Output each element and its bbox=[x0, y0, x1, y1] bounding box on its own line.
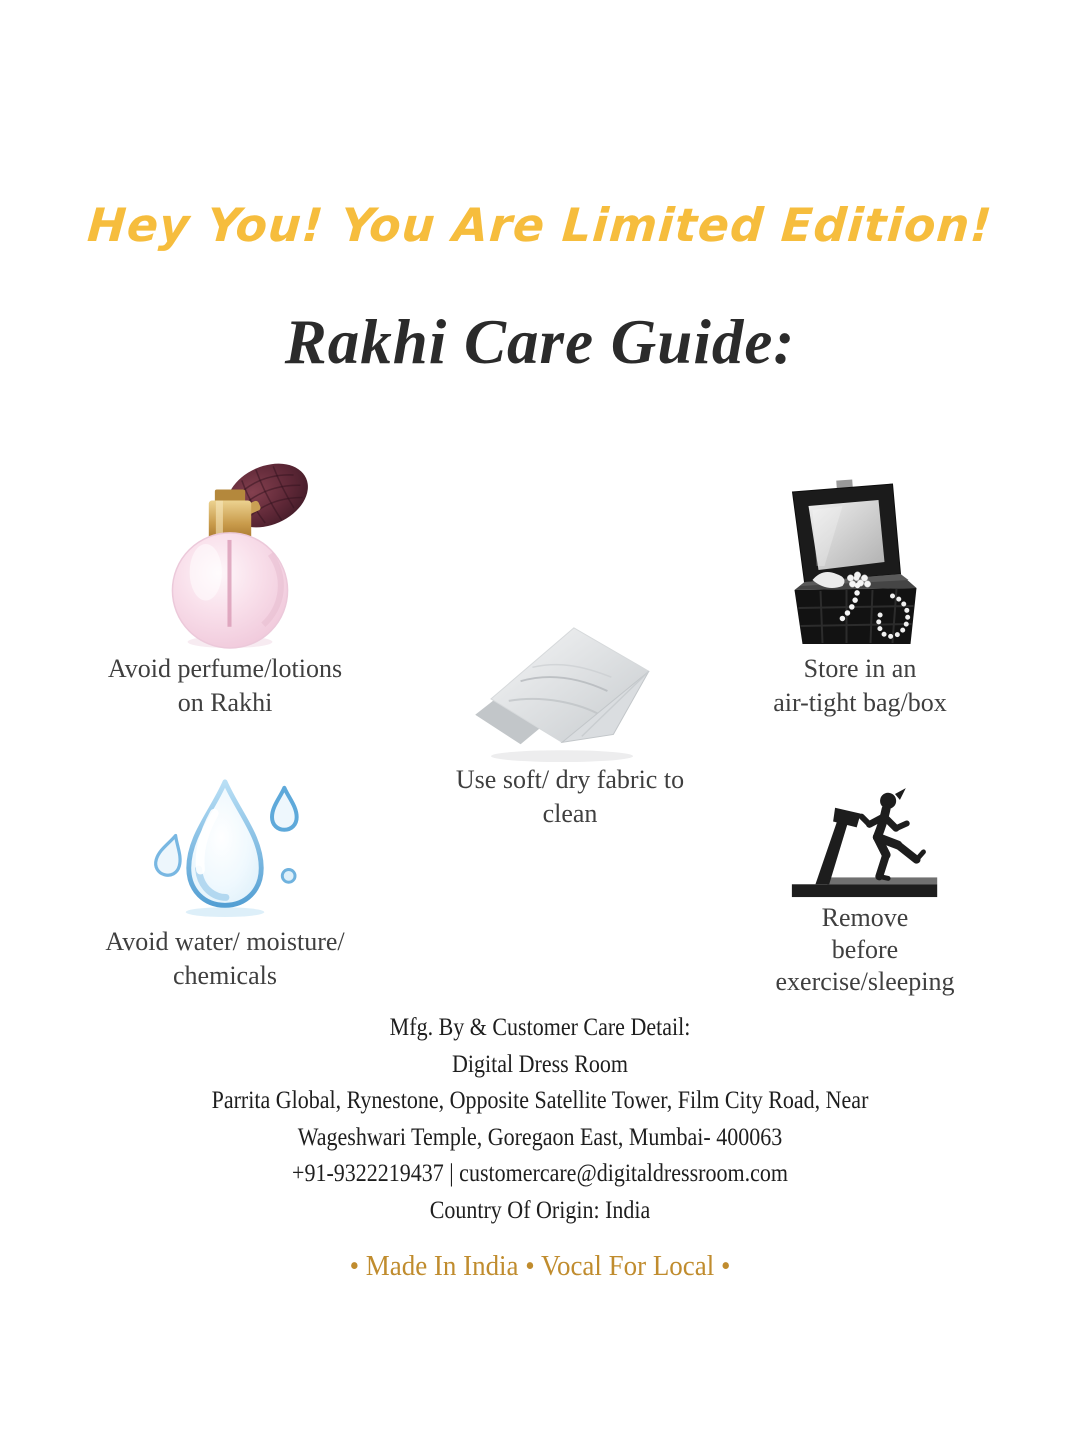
caption-line: before bbox=[831, 935, 899, 964]
caption-line: exercise/sleeping bbox=[775, 967, 955, 996]
jewelry-box-icon bbox=[772, 478, 948, 650]
footer-line-mfg-heading: Mfg. By & Customer Care Detail: bbox=[389, 1014, 691, 1041]
caption-store-airtight bbox=[690, 652, 1030, 720]
caption-soft-fabric bbox=[395, 763, 745, 831]
page-title: Rakhi Care Guide: bbox=[284, 307, 796, 377]
footer-line-origin: Country Of Origin: India bbox=[429, 1196, 651, 1224]
caption-avoid-perfume bbox=[40, 652, 410, 720]
footer-line-brand: Digital Dress Room bbox=[452, 1050, 628, 1078]
caption-line: Avoid water/ moisture/ bbox=[105, 927, 345, 956]
caption-line: chemicals bbox=[173, 961, 277, 990]
caption-line: air-tight bag/box bbox=[773, 688, 947, 717]
perfume-bottle-icon bbox=[125, 443, 335, 650]
made-in-india-tagline: • Made In India • Vocal For Local • bbox=[349, 1250, 731, 1282]
fabric-cloth-icon bbox=[462, 618, 667, 766]
caption-line: Store in an bbox=[803, 654, 917, 683]
caption-line: clean bbox=[542, 799, 598, 828]
footer-line-address-2: Wageshwari Temple, Goregaon East, Mumbai- 400063 bbox=[297, 1123, 783, 1151]
caption-line: Avoid perfume/lotions bbox=[107, 654, 343, 683]
caption-line: Use soft/ dry fabric to bbox=[455, 765, 685, 794]
tagline-text: Hey You! You Are Limited Edition! bbox=[85, 198, 995, 252]
water-drop-icon bbox=[138, 776, 313, 918]
footer-line-address-1: Parrita Global, Rynestone, Opposite Satellite Tower, Film City Road, Near bbox=[211, 1087, 869, 1114]
manufacturer-info bbox=[65, 1010, 1015, 1229]
caption-line: on Rakhi bbox=[177, 688, 273, 717]
caption-avoid-water bbox=[40, 925, 410, 993]
treadmill-runner-icon bbox=[786, 786, 948, 906]
caption-remove-before bbox=[690, 902, 1040, 998]
footer-line-contact: +91-9322219437 | customercare@digitaldressroom.com bbox=[292, 1160, 788, 1187]
caption-line: Remove bbox=[821, 903, 909, 932]
